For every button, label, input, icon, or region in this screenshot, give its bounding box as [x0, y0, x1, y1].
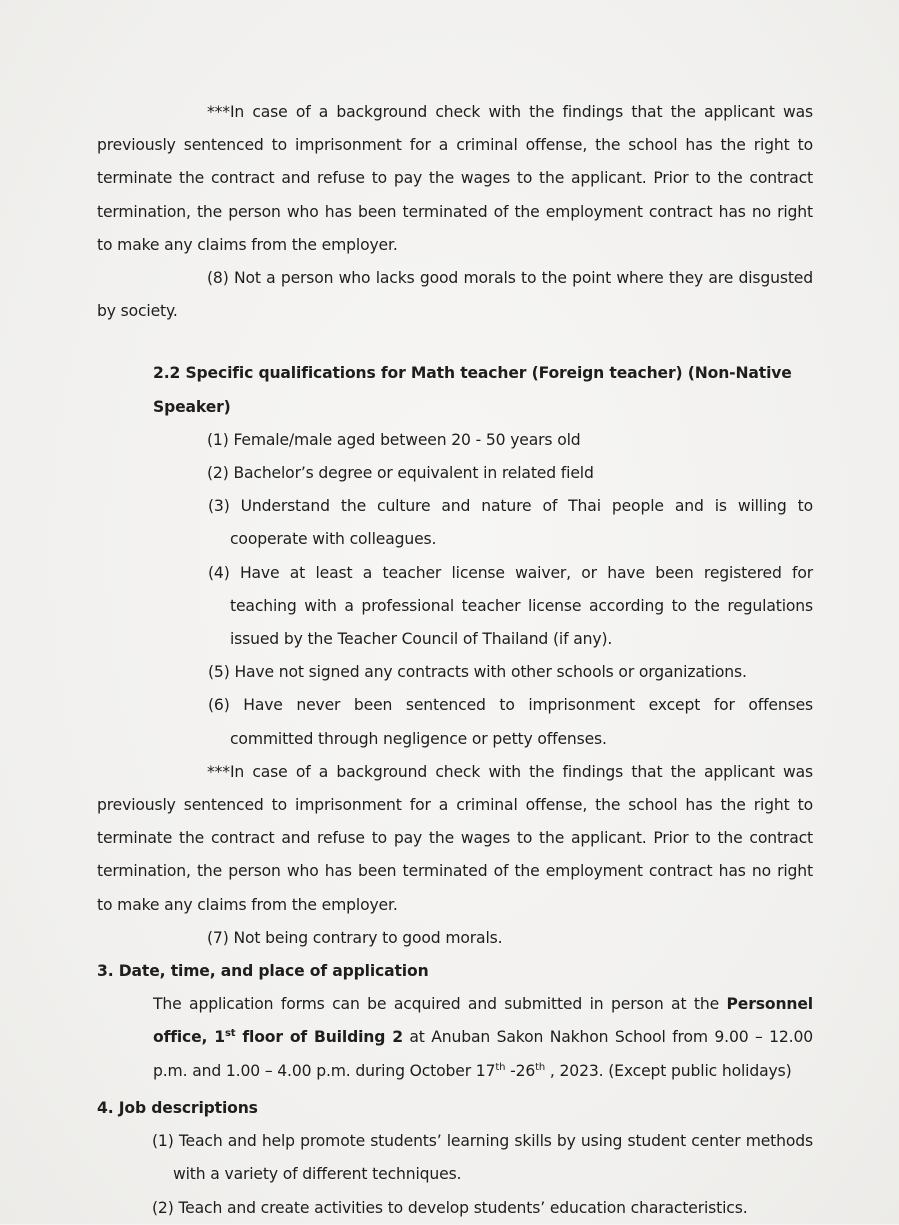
section-2-2-heading: 2.2 Specific qualifications for Math teacher (Foreign teacher) (Non-Native Speaker)	[153, 364, 792, 416]
qualification-item-8: (8) Not a person who lacks good morals to the point where they are disgusted by society.	[97, 269, 813, 321]
qualification-item: (5) Have not signed any contracts with other schools or organizations.	[208, 663, 747, 682]
job-description-item: (1) Teach and help promote students’ learning skills by using student center methods with a variety of different techniques.	[152, 1132, 813, 1184]
superscript: st	[224, 1028, 236, 1040]
qualification-item: (4) Have at least a teacher license waiver, or have been registered for teaching with a professional teacher license according to the regulations issued by the Teacher Council of Thailand (if any).	[208, 563, 813, 649]
background-check-text: In case of a background check with the findings that the applicant was previously sentenced to imprisonment for a criminal offense, the school has the right to terminate the contract and refuse to pay the wages to the applicant. Prior to the contract termination, the person who has been terminated of the employment contract has no right to make any claims from the employer.	[97, 762, 813, 914]
job-description-item: (2) Teach and create activities to develop students’ education characteristics.	[152, 1198, 748, 1217]
application-text: The application forms can be acquired and submitted in person at the	[153, 995, 727, 1014]
application-text: at Anuban Sakon Nakhon School from 9.00 – 12.00 p.m. and 1.00 – 4.00 p.m. during October 17	[153, 1028, 813, 1080]
application-text: , 2023. (Except public holidays)	[545, 1061, 792, 1080]
application-paragraph	[97, 988, 813, 1088]
superscript: th	[535, 1061, 546, 1073]
asterisks: ***	[207, 103, 230, 121]
qualification-item-7: (7) Not being contrary to good morals.	[207, 928, 503, 947]
section-3-heading: 3. Date, time, and place of application	[97, 962, 429, 981]
asterisks: ***	[207, 762, 230, 781]
background-check-paragraph	[97, 756, 813, 922]
qualification-item: (3) Understand the culture and nature of Thai people and is willing to cooperate with colleagues.	[208, 497, 813, 549]
document-body	[97, 96, 813, 1225]
application-text: -26	[505, 1061, 536, 1080]
superscript: th	[495, 1061, 506, 1073]
qualification-item: (6) Have never been sentenced to imprisonment except for offenses committed through negligence or petty offenses.	[208, 696, 813, 748]
qualification-item: (2) Bachelor’s degree or equivalent in related field	[207, 464, 594, 483]
background-check-text: In case of a background check with the findings that the applicant was previously sentenced to imprisonment for a criminal offense, the school has the right to terminate the contract and refuse to pay the wages to the applicant. Prior to the contract termination, the person who has been terminated of the employment contract has no right to make any claims from the employer.	[97, 103, 813, 254]
background-check-paragraph	[97, 96, 813, 262]
office-location: Personnel office, 1	[153, 995, 813, 1047]
section-4-heading: 4. Job descriptions	[97, 1098, 258, 1117]
office-floor: floor of Building 2	[235, 1028, 403, 1047]
qualification-item: (1) Female/male aged between 20 - 50 years old	[207, 430, 581, 449]
